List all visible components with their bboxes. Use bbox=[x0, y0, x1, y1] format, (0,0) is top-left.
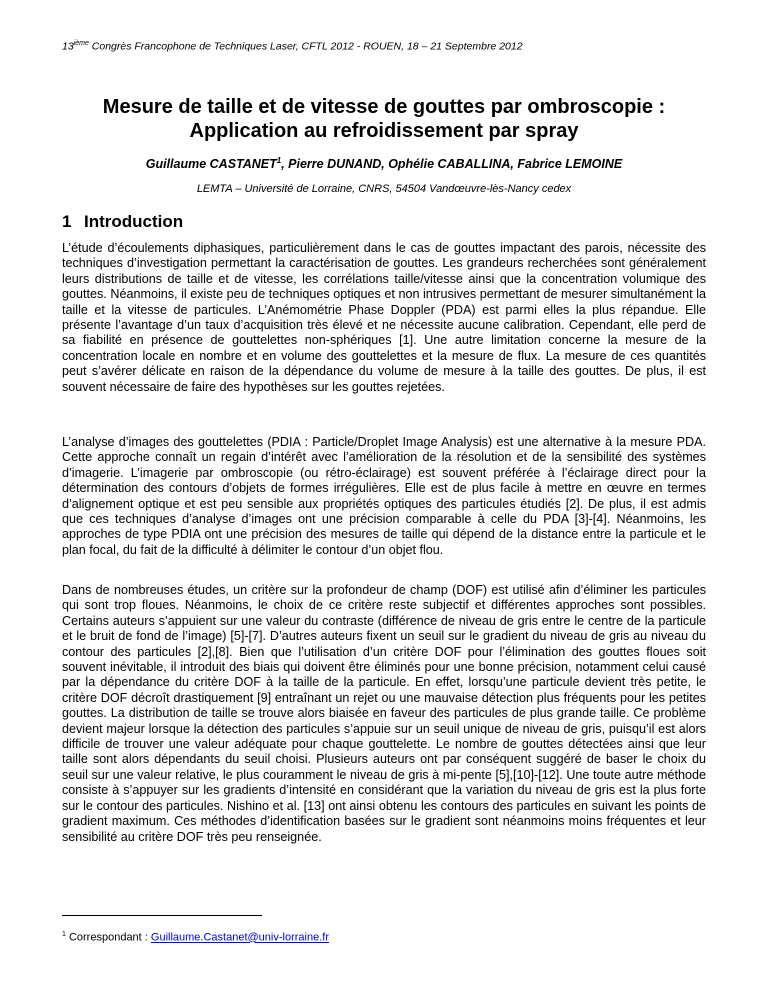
paragraph-2: L’analyse d’images des gouttelettes (PDIA : Particle/Droplet Image Analysis) est une alternative à la mesure PDA. Cette approche connaît un regain d’intérêt avec l’amélioration de la résolution et de la sensibilité des systèmes d’imagerie. L’imagerie par ombroscopie (ou rétro-éclairage) est souvent préférée à l’éclairage direct pour la détermination des contours d’objets de formes irrégulières. Elle est de plus facile à mettre en œuvre en termes d’alignement optique et est peu sensible aux propriétés optiques des particules étudiés [2]. De plus, il est admis que ces techniques d’analyse d’images ont une précision comparable à celle du PDA [3]-[4]. Néanmoins, les approches de type PDIA ont une précision des mesures de taille qui dépend de la distance entre la particule et le plan focal, du fait de la difficulté à délimiter le contour d’un objet flou. bbox=[62, 435, 706, 557]
header-edition-number: 13 bbox=[62, 40, 74, 53]
affiliation: LEMTA – Université de Lorraine, CNRS, 54504 Vandœuvre-lès-Nancy cedex bbox=[196, 183, 572, 195]
footnote bbox=[62, 931, 329, 944]
footnote-mark: 1 bbox=[62, 931, 66, 938]
section-number: 1 bbox=[62, 212, 72, 231]
footnote-separator bbox=[62, 915, 262, 916]
running-header bbox=[62, 40, 523, 53]
paper-title-line-1: Mesure de taille et de vitesse de gouttes par ombroscopie : bbox=[102, 96, 666, 118]
section-heading bbox=[62, 212, 183, 232]
footnote-label: Correspondant : bbox=[65, 931, 151, 944]
author-list bbox=[62, 156, 706, 171]
section-title: Introduction bbox=[84, 212, 184, 231]
paragraph-3: Dans de nombreuses études, un critère sur la profondeur de champ (DOF) est utilisé afin d’éliminer les particules qui sont trop floues. Néanmoins, le choix de ce critère reste subjectif et différentes approches sont possibles. Certains auteurs s’appuient sur une valeur du contraste (différence de niveau de gris entre le centre de la particule et le bruit de fond de l’image) [5]-[7]. D’autres auteurs fixent un seuil sur le gradient du niveau de gris au niveau du contour des particules [2],[8]. Bien que l’utilisation d’un critère DOF pour l’élimination des gouttes floues soit souvent inévitable, il introduit des biais qui doivent être éliminés pour une bonne précision, notamment celui causé par la dépendance du critère DOF à la taille de la particule. En effet, lorsqu’une particule devient très petite, le critère DOF décroît drastiquement [9] entraînant un rejet ou une mauvaise détection plus fréquents pour les petites gouttes. La distribution de taille se trouve alors biaisée en faveur des particules de plus grande taille. Ce problème devient majeur lorsque la détection des particules s’appuie sur un seuil unique de niveau de gris, puisqu’il est alors difficile de trouver une valeur adéquate pour chaque gouttelette. Le nombre de gouttes détectées ainsi que leur taille sont alors dépendants du seuil choisi. Plusieurs auteurs ont par conséquent suggéré de baser le choix du seuil sur une valeur relative, le plus couramment le niveau de gris à mi-pente [5],[10]-[12]. Une toute autre méthode consiste à s’appuyer sur les gradients d’intensité en considérant que la variation du niveau de gris est la plus forte sur le contour des particules. Nishino et al. [13] ont ainsi obtenu les contours des particules en suivant les points de gradient maximum. Ces méthodes d’identification basées sur le gradient sont néanmoins moins fréquentes et leur sensibilité au critère DOF très peu renseignée. bbox=[62, 583, 706, 844]
author-footnote-mark: 1 bbox=[276, 156, 282, 165]
corresponding-author: Guillaume CASTANET bbox=[145, 157, 277, 172]
paragraph-1: L’étude d’écoulements diphasiques, particulièrement dans le cas de gouttes impactant des parois, nécessite des techniques d’investigation permettant la caractérisation de gouttes. Les grandeurs recherchées sont généralement leurs distributions de taille et de vitesse, les corrélations taille/vitesse ainsi que la concentration volumique des gouttes. Néanmoins, il existe peu de techniques optiques et non intrusives permettant de mesurer simultanément la taille et la vitesse de particules. L’Anémométrie Phase Doppler (PDA) est parmi elles la plus répandue. Elle présente l’avantage d’un taux d’acquisition très élevé et ne nécessite aucune calibration. Cependant, elle perd de sa fiabilité en présence de gouttelettes non-sphériques [1]. Une autre limitation concerne la mesure de la concentration locale en nombre et en volume des gouttelettes et la mesure de flux. La mesure de ces quantités peut s’avérer délicate en raison de la dépendance du volume de mesure à la taille des gouttes. De plus, il est souvent nécessaire de faire des hypothèses sur les gouttes rejetées. bbox=[62, 241, 706, 394]
header-superscript: ième bbox=[73, 40, 89, 47]
corresponding-email-link[interactable]: Guillaume.Castanet@univ-lorraine.fr bbox=[150, 931, 329, 944]
paper-title bbox=[62, 95, 706, 143]
paper-title-line-2: Application au refroidissement par spray bbox=[189, 120, 579, 142]
header-conference-text: Congrès Francophone de Techniques Laser, CFTL 2012 - ROUEN, 18 – 21 Septembre 2012 bbox=[88, 40, 523, 53]
co-authors: , Pierre DUNAND, Ophélie CABALLINA, Fabrice LEMOINE bbox=[281, 157, 623, 172]
